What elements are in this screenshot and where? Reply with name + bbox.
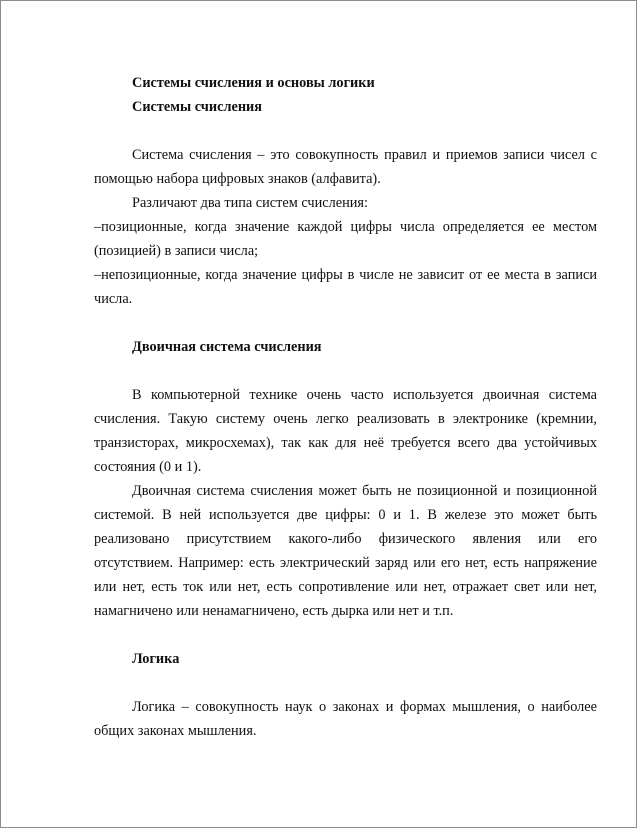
paragraph-definition: Система счисления – это совокупность правил и приемов записи чисел с помощью набора цифровых знаков (алфавита). bbox=[94, 147, 597, 187]
paragraph-logic-definition: Логика – совокупность наук о законах и формах мышления, о наиболее общих законах мышления. bbox=[94, 699, 597, 739]
paragraph-binary-hardware: Двоичная система счисления может быть не позиционной и позиционной системой. В ней используется две цифры: 0 и 1. В железе это может быть реализовано присутствием какого-либо физического явления или его отсутствием. Например: есть электрический заряд или его нет, есть напряжение или нет, есть ток или нет, есть сопротивление или нет, отражает свет или нет, намагничено или ненамагничено, есть дырка или нет и т.п. bbox=[94, 483, 597, 619]
spacer bbox=[94, 119, 597, 143]
paragraph-types: Различают два типа систем счисления: bbox=[132, 195, 368, 211]
spacer bbox=[94, 623, 597, 647]
section-heading-binary: Двоичная система счисления bbox=[132, 339, 322, 355]
list-bullet: – bbox=[94, 219, 102, 235]
section-heading-logic: Логика bbox=[132, 651, 180, 667]
spacer bbox=[94, 311, 597, 335]
list-bullet: – bbox=[94, 267, 102, 283]
list-item-positional bbox=[94, 215, 597, 263]
spacer bbox=[94, 359, 597, 383]
document-title: Системы счисления и основы логики bbox=[132, 75, 375, 91]
list-item-nonpositional bbox=[94, 263, 597, 311]
document-body bbox=[94, 71, 597, 743]
spacer bbox=[94, 671, 597, 695]
list-item-nonpositional-text: непозиционные, когда значение цифры в числе не зависит от ее места в записи числа. bbox=[94, 267, 597, 307]
list-item-positional-text: позиционные, когда значение каждой цифры числа определяется ее местом (позицией) в записи числа; bbox=[94, 219, 597, 259]
paragraph-binary-computers: В компьютерной технике очень часто используется двоичная система счисления. Такую систему очень легко реализовать в электронике (кремнии, транзисторах, микросхемах), так как для неё требуется всего два устойчивых состояния (0 и 1). bbox=[94, 387, 597, 475]
section-heading-number-systems: Системы счисления bbox=[132, 99, 263, 115]
